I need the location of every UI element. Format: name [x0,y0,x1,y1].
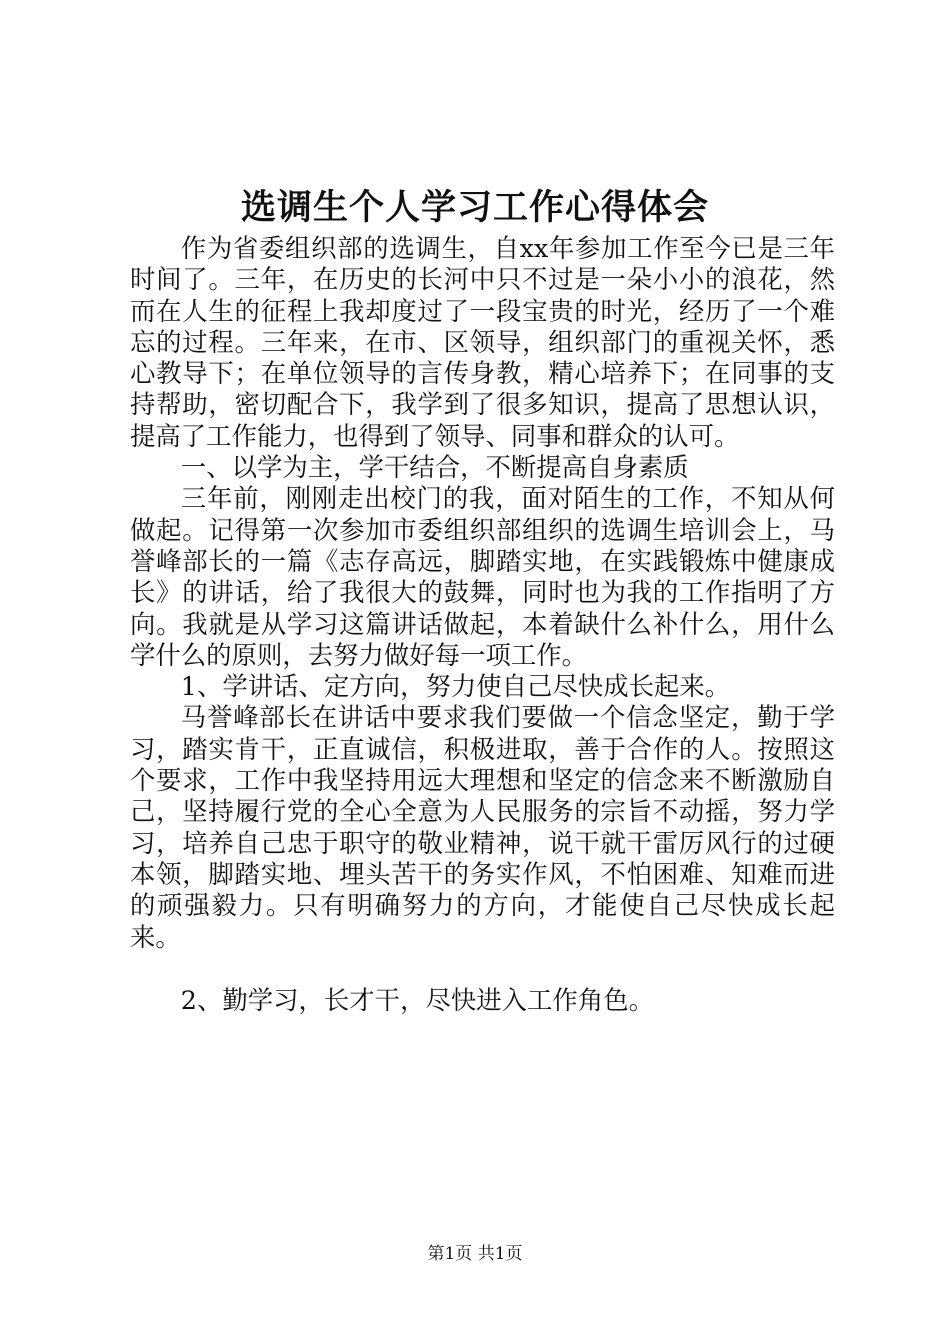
paragraph-subsection-1: 马誉峰部长在讲话中要求我们要做一个信念坚定，勤于学习，踏实肯干，正直诚信，积极进取，善于合作的人。按照这个要求，工作中我坚持用远大理想和坚定的信念来不断激励自己，坚持履行党的全心全意为人民服务的宗旨不动摇，努力学习，培养自己忠于职守的敬业精神，说干就干雷厉风行的过硬本领，脚踏实地、埋头苦干的务实作风，不怕困难、知难而进的顽强毅力。只有明确努力的方向，才能使自己尽快成长起来。 [130,702,835,952]
subheading-2: 2、勤学习，长才干，尽快进入工作角色。 [180,984,654,1015]
document-title: 选调生个人学习工作心得体会 [240,187,709,228]
section-heading-1: 一、以学为主，学干结合，不断提高自身素质 [180,452,689,483]
paragraph-section-1: 三年前，刚刚走出校门的我，面对陌生的工作，不知从何做起。记得第一次参加市委组织部组织的选调生培训会上，马誉峰部长的一篇《志存高远，脚踏实地，在实践锻炼中健康成长》的讲话，给了我很大的鼓舞，同时也为我的工作指明了方向。我就是从学习这篇讲话做起，本着缺什么补什么，用什么学什么的原则，去努力做好每一项工作。 [130,483,835,670]
subheading-1: 1、学讲话、定方向，努力使自己尽快成长起来。 [180,671,731,702]
document-body [130,233,835,1016]
paragraph-spacer [130,953,835,985]
paragraph-intro: 作为省委组织部的选调生，自xx年参加工作至今已是三年时间了。三年，在历史的长河中只不过是一朵小小的浪花，然而在人生的征程上我却度过了一段宝贵的时光，经历了一个难忘的过程。三年来，在市、区领导，组织部门的重视关怀，悉心教导下；在单位领导的言传身教，精心培养下；在同事的支持帮助，密切配合下，我学到了很多知识，提高了思想认识，提高了工作能力，也得到了领导、同事和群众的认可。 [130,233,835,451]
page-footer: 第1页 共1页 [427,1244,523,1264]
